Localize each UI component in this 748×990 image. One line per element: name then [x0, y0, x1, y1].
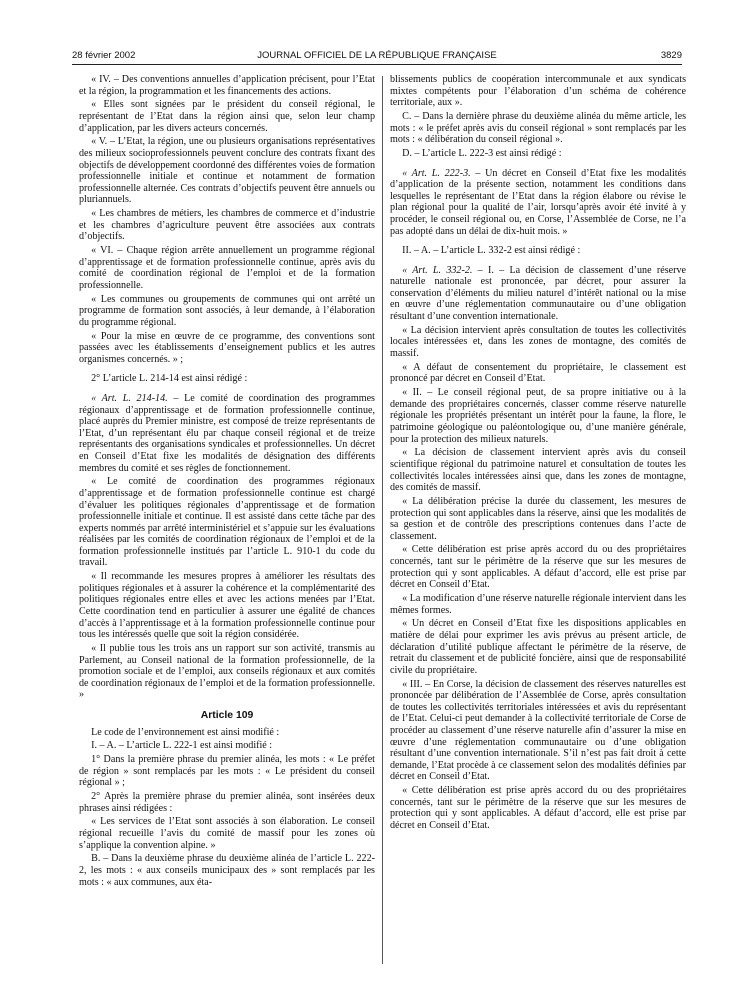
paragraph	[390, 593, 686, 616]
article-reference: « Art. L. 222-3.	[402, 167, 471, 179]
paragraph	[390, 387, 686, 445]
paragraph	[390, 74, 686, 109]
page-header	[72, 49, 682, 63]
paragraph	[79, 393, 375, 474]
paragraph-text: – I. – La décision de classement d’une réserve naturelle nationale est prononcée, par décret, pour assurer la conservation d’éléments du milieu naturel d’intérêt national ou la mise en œuvre d’une réglementation communautaire ou d’une obligation résultant d’une convention internationale.	[390, 264, 686, 323]
paragraph	[390, 325, 686, 360]
left-column	[79, 74, 375, 890]
paragraph-text: « Il recommande les mesures propres à améliorer les résultats des politiques régionales et à assurer la cohérence et la complémentarité des politiques régionales entre elles et avec les actions menées par l’Etat. Cette coordination tend en particulier à assurer une égalité de chances d’accès à l’apprentissage et à la formation professionnelle continue pour tous les intéressés quelle que soit la région considérée.	[79, 571, 375, 641]
paragraph-text: « La décision intervient après consultation de toutes les collectivités locales intéressées et, dans les zones de montagne, des comités de massif.	[390, 324, 686, 360]
paragraph	[79, 208, 375, 243]
paragraph	[390, 618, 686, 676]
paragraph-text: « Elles sont signées par le président du conseil régional, le représentant de l’Etat dans la région ainsi que, selon leur champ d’application, par les divers acteurs concernés.	[79, 99, 375, 134]
paragraph	[79, 294, 375, 329]
paragraph	[79, 245, 375, 291]
paragraph-text: « Il publie tous les trois ans un rapport sur son activité, transmis au Parlement, au Conseil national de la formation professionnelle, de la promotion sociale et de l’emploi, aux conseils régionaux et aux comités de coordination régionaux de l’emploi et de la formation professionnelle. »	[79, 643, 375, 701]
paragraph-text: I. – A. – L’article L. 222-1 est ainsi modifié :	[91, 740, 273, 752]
paragraph	[79, 643, 375, 701]
paragraph	[79, 373, 375, 385]
paragraph	[79, 571, 375, 641]
paragraph-text: « Les communes ou groupements de communes qui ont arrêté un programme de formation sont associés, à leur demande, à l’élaboration du programme régional.	[79, 293, 375, 328]
paragraph-text: D. – L’article L. 222-3 est ainsi rédigé :	[402, 147, 562, 159]
paragraph	[79, 816, 375, 851]
paragraph	[390, 265, 686, 323]
paragraph-text: Le code de l’environnement est ainsi modifié :	[91, 726, 280, 738]
paragraph-text: « La délibération précise la durée du classement, les mesures de protection qui sont applicables dans la réserve, ainsi que les modalités de sa gestion et de contrôle des prescriptions contenues dans l’acte de classement.	[390, 495, 686, 542]
paragraph-text: « III. – En Corse, la décision de classement des réserves naturelles est prononcée par délibération de l’Assemblée de Corse, après consultation de toutes les collectivités territoriales intéressées et avis du représentant de l’Etat. Celui-ci peut demander à la collectivité territoriale de Corse de procéder au classement d’une réserve naturelle afin d’assurer la mise en œuvre d’une réglementation communautaire ou d’une obligation résultant d’une convention internationale. S’il n’est pas fait droit à cette demande, l’Etat procède à ce classement selon des modalités définies par décret en Conseil d’Etat.	[390, 678, 686, 783]
paragraph	[79, 136, 375, 206]
paragraph	[79, 74, 375, 97]
header-page-number: 3829	[660, 50, 682, 61]
paragraph	[390, 245, 686, 257]
paragraph-text: blissements publics de coopération intercommunale et aux syndicats mixtes compétents pour l’élaboration d’un schéma de cohérence territoriale, aux ».	[390, 74, 686, 109]
column-divider	[382, 76, 383, 964]
article-paragraphs	[79, 727, 375, 889]
paragraph	[79, 727, 375, 739]
paragraph	[390, 496, 686, 542]
paragraph-text: 1° Dans la première phrase du premier alinéa, les mots : « Le préfet de région » sont remplacés par les mots : « Le président du conseil régional » ;	[79, 754, 375, 789]
paragraph-text: 2° Après la première phrase du premier alinéa, sont insérées deux phrases ainsi rédigées :	[79, 791, 375, 814]
header-date: 28 février 2002	[72, 50, 136, 61]
paragraph-text: II. – A. – L’article L. 332-2 est ainsi rédigé :	[402, 245, 581, 257]
paragraph-text: « Pour la mise en œuvre de ce programme, des conventions sont passées avec les établissements d’enseignement publics et les autres organismes concernés. » ;	[79, 330, 375, 365]
paragraph-text: « Les chambres de métiers, les chambres de commerce et d’industrie et les chambres d’agriculture peuvent être associées aux contrats d’objectifs.	[79, 208, 375, 243]
paragraph	[390, 544, 686, 590]
paragraph-text: « Un décret en Conseil d’Etat fixe les dispositions applicables en matière de délai pour exprimer les avis prévus au présent article, de déclaration d’utilité publique affectant le périmètre de la réserve, de retrait du classement et de publicité foncière, ainsi que de responsabilité civile du propriétaire.	[390, 618, 686, 676]
right-column	[390, 74, 686, 834]
paragraph-text: « A défaut de consentement du propriétaire, le classement est prononcé par décret en Conseil d’Etat.	[390, 361, 686, 385]
paragraph	[390, 679, 686, 783]
paragraph	[390, 362, 686, 385]
paragraph-text: – Un décret en Conseil d’Etat fixe les modalités d’application de la présente section, notamment les conditions dans lesquelles le représentant de l’Etat dans la région élabore ou révise le plan régional pour la qualité de l’air, lorsqu’après avoir été invité à y procéder, le conseil régional ou, en Corse, l’Assemblée de Corse, ne l’a pas adopté dans un délai de dix-huit mois. »	[390, 167, 686, 237]
paragraph-text: « II. – Le conseil régional peut, de sa propre initiative ou à la demande des propriétaires concernés, classer comme réserve naturelle régionale les propriétés présentant un intérêt pour la faune, la flore, le patrimoine géologique ou paléontologique ou, d’une manière générale, pour la protection des milieux naturels.	[390, 387, 686, 445]
header-journal-title: JOURNAL OFFICIEL DE LA RÉPUBLIQUE FRANÇAISE	[257, 50, 497, 61]
paragraph-text: « Les services de l’Etat sont associés à son élaboration. Le conseil régional recueille l’avis du comité de massif pour les zones où s’applique la convention alpine. »	[79, 816, 375, 851]
paragraph-text: 2° L’article L. 214-14 est ainsi rédigé :	[91, 373, 248, 385]
article-heading: Article 109	[200, 709, 254, 721]
paragraph	[79, 754, 375, 789]
paragraph-text: « Cette délibération est prise après accord du ou des propriétaires concernés, tant sur le périmètre de la réserve que sur les mesures de protection qui y sont applicables. A défaut d’accord, elle est prise par décret en Conseil d’Etat.	[390, 544, 686, 591]
paragraph	[79, 476, 375, 569]
paragraph	[79, 331, 375, 366]
paragraph-text: « La décision de classement intervient après avis du conseil scientifique régional du patrimoine naturel et consultation de toutes les collectivités locales intéressées ainsi que, dans les zones de montagne, des comités de massif.	[390, 447, 686, 494]
paragraph	[79, 99, 375, 134]
paragraph	[390, 168, 686, 238]
paragraph-text: « Cette délibération est prise après accord du ou des propriétaires concernés, tant sur le périmètre de la réserve que sur les mesures de protection qui y sont applicables. A défaut d’accord, elle est prise par décret en Conseil d’Etat.	[390, 785, 686, 831]
paragraph-text: B. – Dans la deuxième phrase du deuxième alinéa de l’article L. 222-2, les mots : « aux conseils municipaux des » sont remplacés par les mots : « aux communes, aux éta-	[79, 853, 375, 888]
header-rule	[72, 64, 682, 65]
paragraph	[390, 785, 686, 831]
right-paragraphs	[390, 74, 686, 831]
paragraph	[79, 853, 375, 888]
left-paragraphs	[79, 74, 375, 701]
paragraph-text: « IV. – Des conventions annuelles d’application précisent, pour l’Etat et la région, la programmation et les financements des actions.	[79, 74, 375, 97]
paragraph	[390, 111, 686, 146]
paragraph-text: « Le comité de coordination des programmes régionaux d’apprentissage et de formation professionnelle continue est chargé d’évaluer les politiques régionales d’apprentissage et de formation professionnelle initiale et continue. Il est assisté dans cette tâche par des experts nommés par arrêté interministériel et s’appuie sur les évaluations réalisées par les comités de coordination régionaux de l’emploi et de la formation professionnelle institués par l’article L. 910-1 du code du travail.	[79, 476, 375, 569]
paragraph	[79, 740, 375, 752]
paragraph-text: « V. – L’Etat, la région, une ou plusieurs organisations représentatives des milieux socioprofessionnels peuvent conclure des contrats fixant des objectifs de développement coordonné des différentes voies de formation professionnelle initiale et continue et notamment de formation professionnelle alternée. Ces contrats d’objectifs peuvent être annuels ou pluriannuels.	[79, 136, 375, 206]
article-reference: « Art. L. 214-14.	[91, 392, 168, 404]
paragraph	[390, 148, 686, 160]
paragraph	[79, 791, 375, 814]
paragraph-text: « La modification d’une réserve naturelle régionale intervient dans les mêmes formes.	[390, 593, 686, 616]
paragraph	[390, 447, 686, 493]
paragraph-text: « VI. – Chaque région arrête annuellement un programme régional d’apprentissage et de formation professionnelle continue, après avis du comité de coordination régional de l’emploi et de la formation professionnelle.	[79, 245, 375, 291]
article-reference: « Art. L. 332-2.	[402, 264, 473, 276]
paragraph-text: C. – Dans la dernière phrase du deuxième alinéa du même article, les mots : « le préfet après avis du conseil régional » sont remplacés par les mots : « délibération du conseil régional ».	[390, 110, 686, 146]
paragraph-text: – Le comité de coordination des programmes régionaux d’apprentissage et de formation professionnelle continue, placé auprès du Premier ministre, est composé de treize représentants de l’Etat, d’un représentant élu par chaque conseil régional et de treize représentants des organisations syndicales et professionnelles. Un décret en Conseil d’Etat fixe les modalités de désignation des différents membres du comité et ses règles de fonctionnement.	[79, 392, 375, 474]
